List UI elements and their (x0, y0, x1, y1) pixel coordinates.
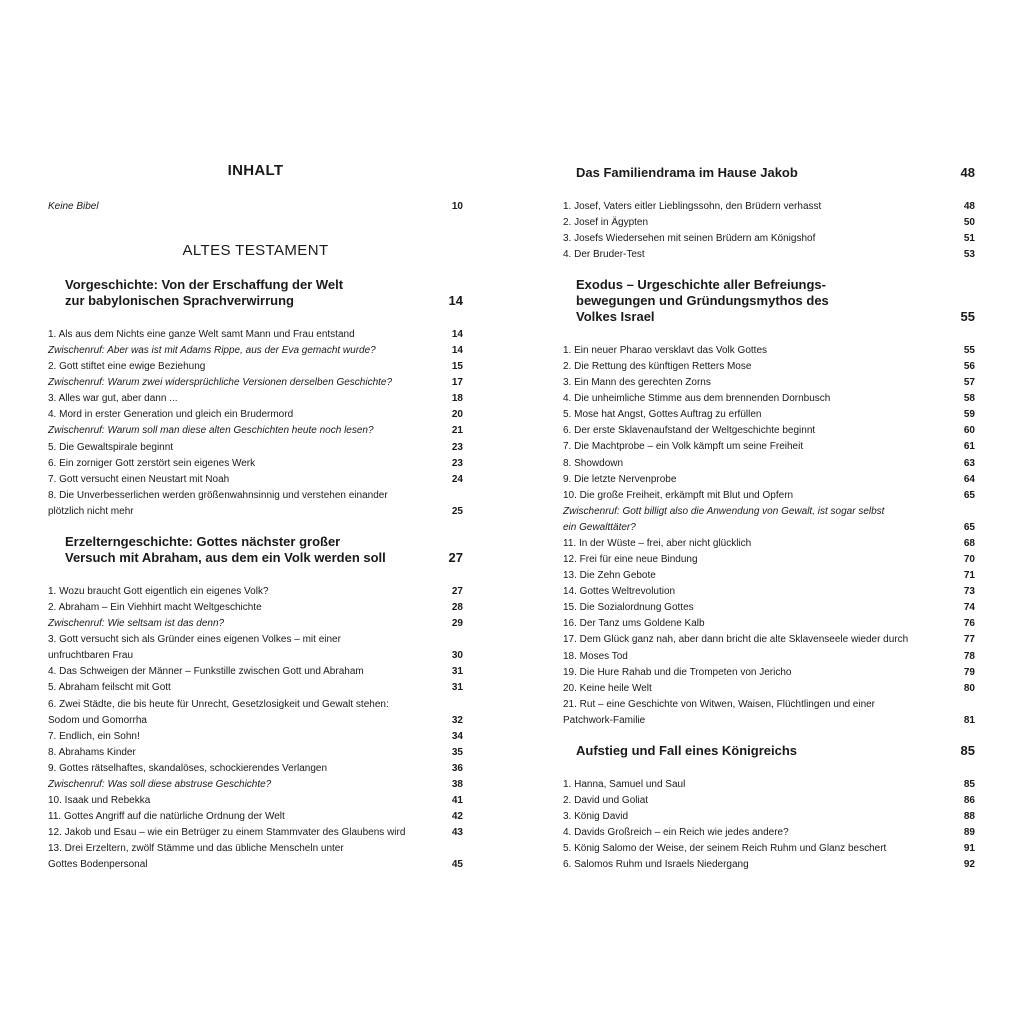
entry-label: 2. Gott stiftet eine ewige Beziehung (48, 361, 206, 373)
toc-entry (48, 664, 463, 680)
entry-page: 42 (451, 811, 463, 823)
entry-page: 14 (451, 345, 463, 357)
entry-label: 11. Gottes Angriff auf die natürliche Ordnung der Welt (48, 811, 285, 823)
toc-entry (48, 391, 463, 407)
entry-label: Zwischenruf: Gott billigt also die Anwendung von Gewalt, ist sogar selbst (563, 505, 885, 517)
entry-page: 68 (963, 537, 975, 549)
toc-entry (563, 809, 975, 825)
entry-page: 10 (451, 201, 463, 212)
intro-entry (48, 199, 463, 215)
entry-label: 8. Abrahams Kinder (48, 746, 136, 758)
section-page: 27 (448, 550, 463, 565)
entry-label: 2. Abraham – Ein Viehhirt macht Weltgeschichte (48, 602, 262, 614)
entry-label: 5. Abraham feilscht mit Gott (48, 682, 171, 694)
entry-label: plötzlich nicht mehr (48, 505, 134, 517)
entry-page: 59 (963, 409, 975, 421)
entry-page: 21 (451, 425, 463, 437)
entry-label: 6. Ein zorniger Gott zerstört sein eigenes Werk (48, 457, 256, 469)
toc-entry (48, 745, 463, 761)
entry-label: 3. Ein Mann des gerechten Zorns (563, 377, 711, 389)
entry-page: 38 (451, 778, 463, 790)
entry-page: 71 (963, 570, 975, 582)
entry-page: 79 (963, 666, 975, 678)
entry-page: 91 (963, 843, 975, 855)
entry-label: 13. Die Zehn Gebote (563, 570, 656, 582)
entry-page: 50 (963, 217, 975, 229)
entry-label: 10. Isaak und Rebekka (48, 795, 151, 807)
entry-label: 20. Keine heile Welt (563, 682, 652, 694)
toc-entry (563, 857, 975, 873)
toc-entry (563, 247, 975, 263)
entry-page: 86 (963, 795, 975, 807)
entry-label: 5. König Salomo der Weise, der seinem Reich Ruhm und Glanz beschert (563, 843, 887, 855)
entry-label: Zwischenruf: Wie seltsam ist das denn? (48, 618, 225, 630)
toc-entry (563, 568, 975, 584)
toc-entry (48, 777, 463, 793)
entry-page: 65 (963, 521, 975, 533)
toc-entry (48, 857, 463, 873)
section-page: 55 (960, 309, 975, 324)
entry-page: 55 (963, 345, 975, 356)
entry-label: 16. Der Tanz ums Goldene Kalb (563, 618, 705, 630)
toc-entry (563, 407, 975, 423)
toc-entry (48, 632, 463, 648)
toc-entry (48, 825, 463, 841)
entry-label: 1. Hanna, Samuel und Saul (563, 779, 686, 790)
entry-page: 48 (963, 201, 975, 212)
toc-entry (48, 841, 463, 857)
entry-label: 21. Rut – eine Geschichte von Witwen, Waisen, Flüchtlingen und einer (563, 698, 876, 710)
entry-label: 1. Josef, Vaters eitler Lieblingssohn, den Brüdern verhasst (563, 201, 822, 212)
entry-page: 30 (451, 650, 463, 662)
section-title-line: Aufstieg und Fall eines Königreichs (576, 743, 798, 758)
entry-page: 31 (451, 666, 463, 678)
entry-label: 6. Der erste Sklavenaufstand der Weltgeschichte beginnt (563, 425, 816, 437)
toc-entry (563, 199, 975, 215)
toc-entry (563, 391, 975, 407)
toc-entry (48, 488, 463, 504)
toc-entry (48, 359, 463, 375)
toc-entry (563, 472, 975, 488)
toc-entry (563, 423, 975, 439)
entry-page: 74 (963, 602, 975, 614)
toc-entry (563, 616, 975, 632)
entry-page: 60 (963, 425, 975, 437)
toc-entry (48, 600, 463, 616)
toc-entry (48, 327, 463, 343)
entry-label: 2. Josef in Ägypten (563, 217, 649, 229)
toc-entry (563, 841, 975, 857)
entry-page: 36 (451, 762, 463, 774)
entry-label: 7. Gott versucht einen Neustart mit Noah (48, 473, 230, 485)
toc-entry (563, 697, 975, 713)
entry-label: 13. Drei Erzeltern, zwölf Stämme und das übliche Menscheln unter (48, 843, 344, 855)
entry-label: 7. Die Machtprobe – ein Volk kämpft um seine Freiheit (563, 441, 804, 453)
section-title-line: Exodus – Urgeschichte aller Befreiungs- (576, 277, 826, 292)
entry-label: Sodom und Gomorrha (48, 714, 147, 726)
entry-page: 70 (963, 554, 975, 566)
section-page: 14 (448, 293, 463, 308)
entry-label: 12. Frei für eine neue Bindung (563, 554, 698, 566)
section-heading (563, 165, 975, 181)
entry-page: 64 (963, 473, 975, 485)
toc-entry (563, 439, 975, 455)
toc-entry (563, 793, 975, 809)
entry-label: 2. Die Rettung des künftigen Retters Mose (563, 361, 752, 373)
entry-page: 43 (451, 827, 463, 839)
toc-entry (563, 488, 975, 504)
entry-label: Keine Bibel (48, 201, 99, 212)
entry-page: 78 (963, 650, 975, 662)
section-heading (48, 277, 463, 309)
toc-entry (48, 729, 463, 745)
entry-label: 8. Showdown (563, 457, 624, 469)
entry-label: 4. Davids Großreich – ein Reich wie jedes andere? (563, 827, 789, 839)
entry-page: 88 (963, 811, 975, 823)
toc-entry (48, 697, 463, 713)
entry-label: 9. Gottes rätselhaftes, skandalöses, schockierendes Verlangen (48, 762, 328, 774)
toc-entry (48, 713, 463, 729)
entry-page: 25 (451, 505, 463, 517)
entry-label: 3. Gott versucht sich als Gründer eines eigenen Volkes – mit einer (48, 634, 341, 646)
entry-label: 5. Mose hat Angst, Gottes Auftrag zu erfüllen (563, 409, 762, 421)
entry-label: 14. Gottes Weltrevolution (563, 586, 676, 598)
entry-label: 1. Wozu braucht Gott eigentlich ein eigenes Volk? (48, 586, 269, 597)
entry-label: 1. Ein neuer Pharao versklavt das Volk Gottes (563, 345, 767, 356)
entry-page: 32 (451, 714, 463, 726)
toc-entry (48, 407, 463, 423)
entry-page: 57 (963, 377, 975, 389)
section-heading (48, 534, 463, 566)
toc-entry (48, 375, 463, 391)
entry-label: 3. König David (563, 811, 629, 823)
entry-label: 1. Als aus dem Nichts eine ganze Welt samt Mann und Frau entstand (48, 329, 355, 340)
toc-entry (563, 552, 975, 568)
entry-label: Patchwork-Familie (563, 714, 646, 726)
toc-entry (48, 584, 463, 600)
toc-entry (48, 440, 463, 456)
toc-entry (563, 681, 975, 697)
toc-entry (563, 600, 975, 616)
section-title-line: Versuch mit Abraham, aus dem ein Volk werden soll (65, 550, 386, 565)
entry-page: 63 (963, 457, 975, 469)
toc-entry (563, 456, 975, 472)
entry-label: 15. Die Sozialordnung Gottes (563, 602, 694, 614)
entry-page: 20 (451, 409, 463, 421)
entry-label: 3. Alles war gut, aber dann ... (48, 393, 178, 405)
entry-label: 8. Die Unverbesserlichen werden größenwahnsinnig und verstehen einander (48, 489, 388, 501)
toc-entry (563, 504, 975, 520)
entry-label: 4. Der Bruder-Test (563, 249, 645, 261)
entry-page: 65 (963, 489, 975, 501)
toc-entry (563, 584, 975, 600)
entry-page: 85 (963, 779, 975, 790)
entry-page: 41 (451, 795, 463, 807)
entry-page: 56 (963, 361, 975, 373)
toc-entry (563, 713, 975, 729)
entry-page: 23 (451, 457, 463, 469)
toc-entry (563, 359, 975, 375)
entry-page: 18 (451, 393, 463, 405)
entry-label: 5. Die Gewaltspirale beginnt (48, 441, 174, 453)
toc-entry (563, 343, 975, 359)
section-title-line: Das Familiendrama im Hause Jakob (576, 165, 798, 180)
entry-page: 45 (451, 859, 463, 871)
entry-page: 53 (963, 249, 975, 261)
entry-page: 35 (451, 746, 463, 758)
entry-label: Gottes Bodenpersonal (48, 859, 148, 871)
entry-page: 29 (451, 618, 463, 630)
entry-label: 4. Mord in erster Generation und gleich ein Brudermord (48, 409, 294, 421)
entry-page: 81 (963, 714, 975, 726)
toc-entry (48, 680, 463, 696)
section-title-line: zur babylonischen Sprachverwirrung (65, 293, 294, 308)
section-title-line: Vorgeschichte: Von der Erschaffung der Welt (65, 277, 344, 292)
toc-entry (563, 665, 975, 681)
entry-label: 17. Dem Glück ganz nah, aber dann bricht die alte Sklavenseele wieder durch (563, 634, 909, 646)
section-title-line: bewegungen und Gründungsmythos des (576, 293, 829, 308)
toc-entry (563, 649, 975, 665)
entry-page: 24 (451, 473, 463, 485)
toc-entry (48, 616, 463, 632)
entry-label: 12. Jakob und Esau – wie ein Betrüger zu einem Stammvater des Glaubens wird (48, 827, 406, 839)
entry-label: 6. Salomos Ruhm und Israels Niedergang (563, 859, 749, 871)
section-title-line: Volkes Israel (576, 309, 655, 324)
entry-page: 34 (451, 730, 463, 742)
toc-entry (48, 423, 463, 439)
entry-label: Zwischenruf: Aber was ist mit Adams Rippe, aus der Eva gemacht wurde? (48, 345, 376, 357)
entry-page: 27 (451, 586, 463, 597)
entry-page: 76 (963, 618, 975, 630)
toc-entry (563, 536, 975, 552)
section-title-line: Erzelterngeschichte: Gottes nächster großer (65, 534, 341, 549)
entry-page: 17 (451, 377, 463, 389)
toc-entry (48, 809, 463, 825)
entry-page: 51 (963, 233, 975, 245)
entry-page: 31 (451, 682, 463, 694)
section-page: 48 (960, 165, 975, 180)
entry-label: 11. In der Wüste – frei, aber nicht glücklich (563, 537, 752, 549)
toc-entry (48, 761, 463, 777)
entry-page: 80 (963, 682, 975, 694)
toc-entry (563, 375, 975, 391)
toc-entry (48, 472, 463, 488)
testament-heading: ALTES TESTAMENT (182, 242, 329, 259)
contents-heading: INHALT (227, 162, 284, 179)
entry-label: Zwischenruf: Warum zwei widersprüchliche Versionen derselben Geschichte? (48, 377, 393, 389)
section-heading (563, 277, 975, 325)
entry-page: 61 (963, 441, 975, 453)
section-heading (563, 743, 975, 759)
entry-label: 19. Die Hure Rahab und die Trompeten von Jericho (563, 666, 792, 678)
toc-entry (48, 648, 463, 664)
entry-label: Zwischenruf: Was soll diese abstruse Geschichte? (48, 778, 272, 790)
entry-page: 23 (451, 441, 463, 453)
entry-label: 3. Josefs Wiedersehen mit seinen Brüdern am Königshof (563, 233, 816, 245)
entry-label: 4. Das Schweigen der Männer – Funkstille zwischen Gott und Abraham (48, 666, 364, 678)
entry-page: 58 (963, 393, 975, 405)
entry-page: 73 (963, 586, 975, 598)
entry-label: 4. Die unheimliche Stimme aus dem brennenden Dornbusch (563, 393, 831, 405)
toc-entry (48, 793, 463, 809)
section-page: 85 (960, 743, 975, 758)
entry-page: 14 (451, 329, 463, 340)
toc-entry (563, 231, 975, 247)
entry-label: 18. Moses Tod (563, 650, 628, 662)
entry-label: ein Gewalttäter? (563, 521, 636, 533)
entry-label: 6. Zwei Städte, die bis heute für Unrecht, Gesetzlosigkeit und Gewalt stehen: (48, 698, 389, 710)
entry-page: 28 (451, 602, 463, 614)
toc-entry (48, 343, 463, 359)
toc-entry (48, 456, 463, 472)
entry-label: Zwischenruf: Warum soll man diese alten Geschichten heute noch lesen? (48, 425, 374, 437)
toc-entry (563, 215, 975, 231)
toc-entry (563, 777, 975, 793)
entry-page: 92 (963, 859, 975, 871)
toc-entry (48, 504, 463, 520)
entry-label: 9. Die letzte Nervenprobe (563, 473, 677, 485)
toc-entry (563, 520, 975, 536)
toc-entry (563, 825, 975, 841)
entry-label: unfruchtbaren Frau (48, 650, 134, 662)
toc-entry (563, 632, 975, 648)
entry-label: 2. David und Goliat (563, 795, 649, 807)
entry-label: 7. Endlich, ein Sohn! (48, 730, 140, 742)
entry-page: 89 (963, 827, 975, 839)
entry-page: 77 (963, 634, 975, 646)
entry-label: 10. Die große Freiheit, erkämpft mit Blut und Opfern (563, 489, 794, 501)
entry-page: 15 (451, 361, 463, 373)
